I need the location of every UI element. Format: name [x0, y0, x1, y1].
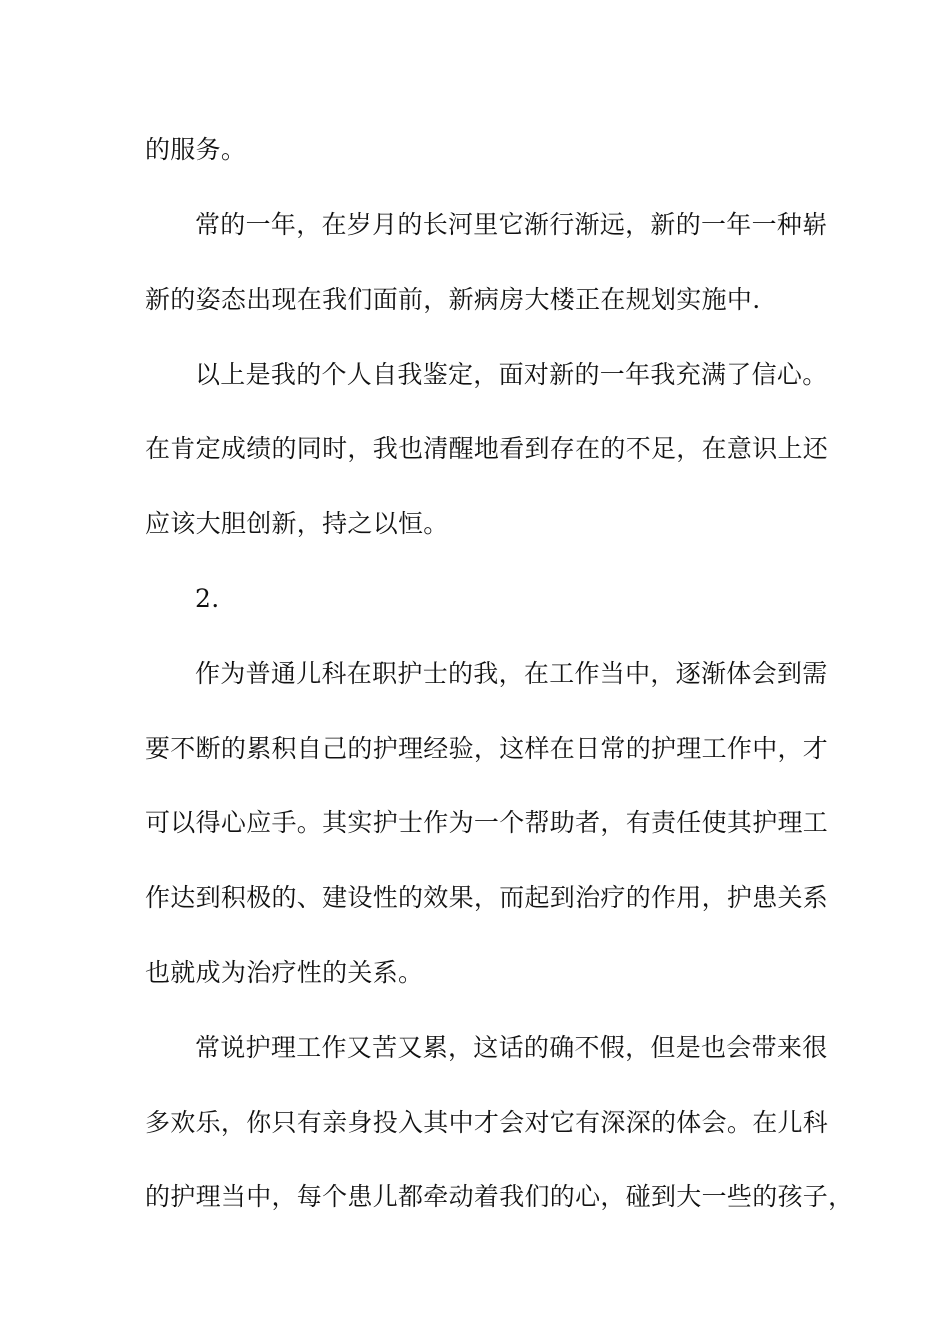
- section-number: 2.: [195, 584, 220, 613]
- text-line-8: 作为普通儿科在职护士的我，在工作当中，逐渐体会到需: [195, 659, 828, 688]
- text-line-15: 的护理当中，每个患儿都牵动着我们的心，碰到大一些的孩子，: [145, 1182, 854, 1211]
- text-line-5: 在肯定成绩的同时，我也清醒地看到存在的不足，在意识上还: [145, 434, 829, 463]
- text-line-6: 应该大胆创新，持之以恒。: [145, 509, 449, 538]
- text-line-13: 常说护理工作又苦又累，这话的确不假，但是也会带来很: [195, 1033, 828, 1062]
- text-line-4: 以上是我的个人自我鉴定，面对新的一年我充满了信心。: [195, 360, 828, 389]
- text-line-3: 新的姿态出现在我们面前，新病房大楼正在规划实施中.: [145, 285, 761, 314]
- text-line-10: 可以得心应手。其实护士作为一个帮助者，有责任使其护理工: [145, 808, 829, 837]
- text-line-2: 常的一年，在岁月的长河里它渐行渐远，新的一年一种崭: [195, 210, 828, 239]
- text-line-12: 也就成为治疗性的关系。: [145, 958, 424, 987]
- text-line-14: 多欢乐，你只有亲身投入其中才会对它有深深的体会。在儿科: [145, 1108, 829, 1137]
- text-line-9: 要不断的累积自己的护理经验，这样在日常的护理工作中，才: [145, 734, 829, 763]
- text-line-1: 的服务。: [145, 135, 247, 164]
- text-line-11: 作达到积极的、建设性的效果，而起到治疗的作用，护患关系: [145, 883, 829, 912]
